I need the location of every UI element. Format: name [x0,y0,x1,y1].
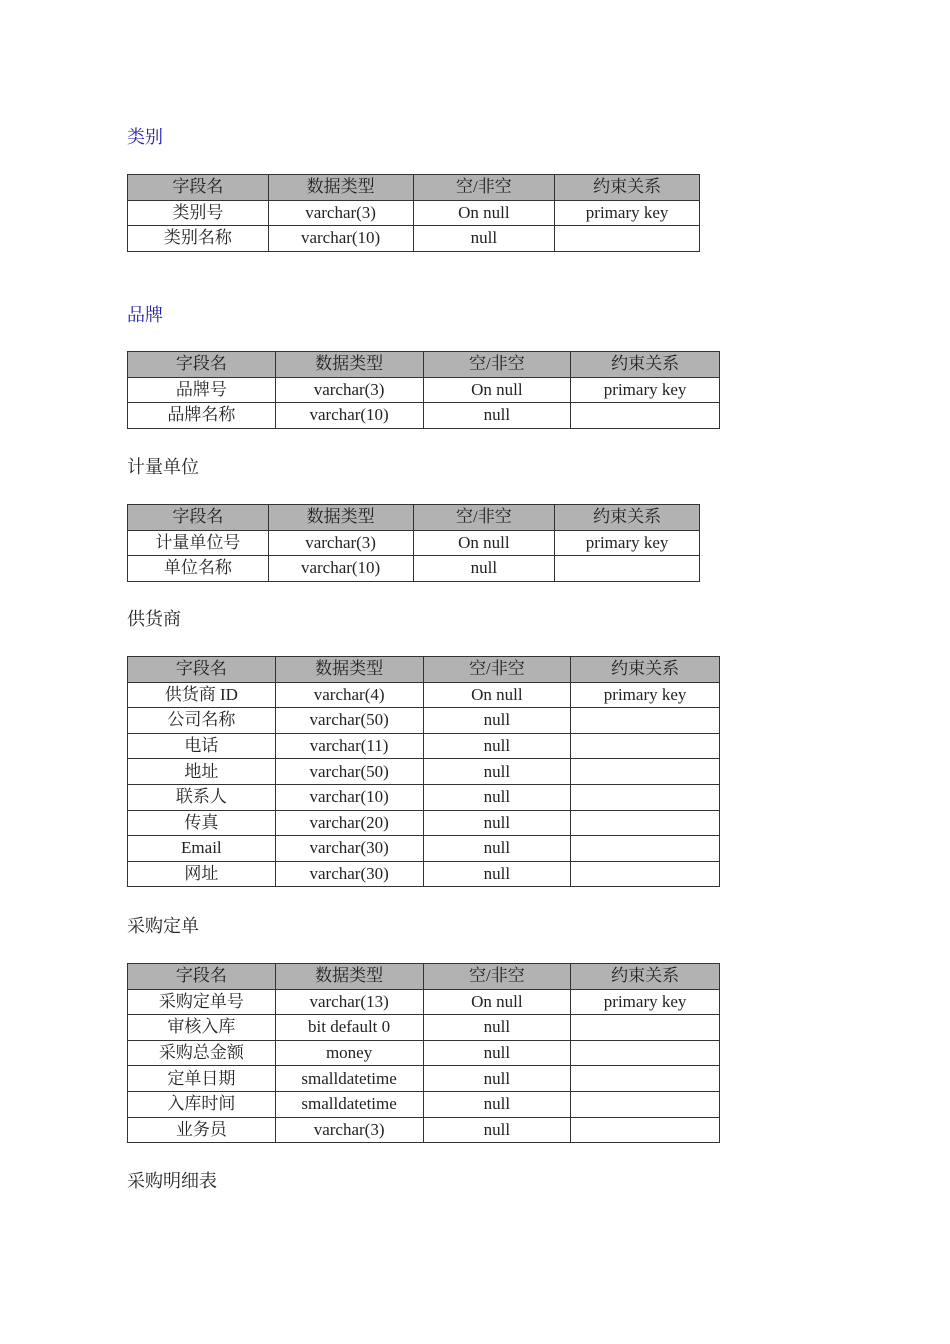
cell: null [423,810,571,836]
cell: primary key [571,682,720,708]
cell: 类别号 [128,200,269,226]
cell: money [275,1040,423,1066]
cell [571,708,720,734]
cell: null [423,403,571,429]
table-row [128,530,700,556]
cell: smalldatetime [275,1091,423,1117]
cell [571,1066,720,1092]
table-row [128,226,700,252]
table-row [128,377,720,403]
cell: 公司名称 [128,708,276,734]
table-row [128,810,720,836]
cell: 入库时间 [128,1091,276,1117]
table-row [128,556,700,582]
cell: 电话 [128,733,276,759]
table-row [128,403,720,429]
cell: 采购定单号 [128,989,276,1015]
cell: 联系人 [128,784,276,810]
table-row [128,200,700,226]
header-data-type: 数据类型 [268,175,413,201]
cell [555,226,700,252]
table-header-row [128,352,720,378]
cell: varchar(10) [268,556,413,582]
header-constraint: 约束关系 [571,352,720,378]
cell: 地址 [128,759,276,785]
cell: 审核入库 [128,1015,276,1041]
table-row [128,836,720,862]
header-field-name: 字段名 [128,175,269,201]
cell: varchar(3) [275,1117,423,1143]
cell: varchar(10) [275,403,423,429]
cell: varchar(10) [268,226,413,252]
cell: 供货商 ID [128,682,276,708]
table-row [128,784,720,810]
header-field-name: 字段名 [128,352,276,378]
header-nullable: 空/非空 [413,175,555,201]
header-nullable: 空/非空 [423,964,571,990]
table-row [128,861,720,887]
header-data-type: 数据类型 [275,657,423,683]
cell: bit default 0 [275,1015,423,1041]
cell: On null [423,989,571,1015]
cell [555,556,700,582]
header-constraint: 约束关系 [555,175,700,201]
header-data-type: 数据类型 [268,505,413,531]
table-row [128,1117,720,1143]
section-title-purchase-detail: 采购明细表 [127,1171,217,1192]
cell: null [423,708,571,734]
header-field-name: 字段名 [128,964,276,990]
cell: null [423,1066,571,1092]
table-row [128,1015,720,1041]
cell: primary key [555,200,700,226]
unit-table [127,504,700,582]
header-constraint: 约束关系 [555,505,700,531]
cell: On null [413,530,555,556]
brand-table [127,351,720,429]
cell: null [423,1040,571,1066]
cell [571,759,720,785]
table-header-row [128,964,720,990]
section-title-brand: 品牌 [127,305,163,326]
cell [571,1091,720,1117]
cell [571,784,720,810]
cell: smalldatetime [275,1066,423,1092]
table-row [128,1091,720,1117]
cell: 品牌号 [128,377,276,403]
purchase-order-table [127,963,720,1143]
supplier-table [127,656,720,887]
cell: varchar(30) [275,836,423,862]
cell: varchar(50) [275,708,423,734]
cell: 类别名称 [128,226,269,252]
cell: null [423,861,571,887]
cell: 业务员 [128,1117,276,1143]
table-header-row [128,657,720,683]
header-field-name: 字段名 [128,505,269,531]
section-title-unit: 计量单位 [127,457,199,478]
cell: 传真 [128,810,276,836]
header-data-type: 数据类型 [275,352,423,378]
header-constraint: 约束关系 [571,964,720,990]
cell: primary key [555,530,700,556]
table-row [128,682,720,708]
cell: varchar(10) [275,784,423,810]
section-title-supplier: 供货商 [127,609,181,630]
header-nullable: 空/非空 [423,657,571,683]
cell [571,403,720,429]
cell: 品牌名称 [128,403,276,429]
cell: null [423,1015,571,1041]
table-row [128,759,720,785]
cell: null [423,733,571,759]
cell [571,1117,720,1143]
category-table [127,174,700,252]
header-data-type: 数据类型 [275,964,423,990]
cell: On null [423,377,571,403]
table-row [128,708,720,734]
cell: 定单日期 [128,1066,276,1092]
cell: 网址 [128,861,276,887]
section-title-purchase-order: 采购定单 [127,916,199,937]
cell: On null [413,200,555,226]
cell: 计量单位号 [128,530,269,556]
header-field-name: 字段名 [128,657,276,683]
cell: varchar(20) [275,810,423,836]
cell: varchar(3) [268,530,413,556]
section-title-category: 类别 [127,127,163,148]
header-nullable: 空/非空 [413,505,555,531]
header-nullable: 空/非空 [423,352,571,378]
cell [571,836,720,862]
cell: null [423,759,571,785]
cell: varchar(30) [275,861,423,887]
cell: null [413,556,555,582]
table-row [128,989,720,1015]
cell: null [423,1117,571,1143]
cell: varchar(4) [275,682,423,708]
cell: 采购总金额 [128,1040,276,1066]
cell: 单位名称 [128,556,269,582]
table-header-row [128,505,700,531]
cell: varchar(3) [268,200,413,226]
cell: varchar(3) [275,377,423,403]
cell: primary key [571,377,720,403]
cell: null [423,1091,571,1117]
cell: primary key [571,989,720,1015]
cell: Email [128,836,276,862]
cell: varchar(11) [275,733,423,759]
cell: null [413,226,555,252]
cell: On null [423,682,571,708]
table-row [128,1066,720,1092]
cell [571,861,720,887]
cell [571,1040,720,1066]
cell [571,810,720,836]
cell: varchar(50) [275,759,423,785]
cell [571,1015,720,1041]
header-constraint: 约束关系 [571,657,720,683]
table-row [128,733,720,759]
cell: varchar(13) [275,989,423,1015]
cell: null [423,836,571,862]
table-header-row [128,175,700,201]
cell [571,733,720,759]
cell: null [423,784,571,810]
table-row [128,1040,720,1066]
